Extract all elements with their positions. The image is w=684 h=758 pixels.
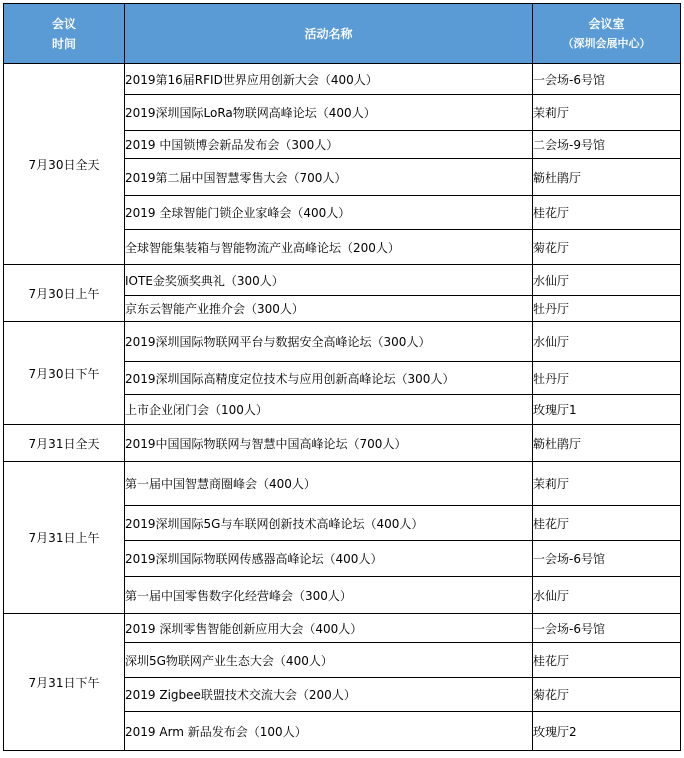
venue-cell: 一会场-6号馆 [533,541,681,577]
session-time-cell: 7月31日上午 [4,462,125,614]
venue-cell: 牡丹厅 [533,296,681,322]
event-name-cell: 深圳5G物联网产业生态大会（400人） [125,643,533,678]
venue-cell: 茉莉厅 [533,95,681,131]
table-row [4,322,681,362]
event-name-cell: 2019第16届RFID世界应用创新大会（400人） [125,64,533,95]
header-event: 活动名称 [125,4,533,64]
table-row [4,265,681,296]
header-time-line1: 会议 [51,16,76,31]
venue-cell: 牡丹厅 [533,362,681,395]
venue-cell: 桂花厅 [533,196,681,230]
event-name-cell: 京东云智能产业推介会（300人） [125,296,533,322]
venue-cell: 茉莉厅 [533,462,681,506]
event-name-cell: 2019深圳国际高精度定位技术与应用创新高峰论坛（300人） [125,362,533,395]
session-time-cell: 7月30日全天 [4,64,125,265]
event-name-cell: 全球智能集装箱与智能物流产业高峰论坛（200人） [125,230,533,265]
venue-cell: 一会场-6号馆 [533,64,681,95]
venue-cell: 簕杜鹃厅 [533,425,681,462]
table-row [4,462,681,506]
venue-cell: 桂花厅 [533,506,681,541]
event-name-cell: 2019 全球智能门锁企业家峰会（400人） [125,196,533,230]
venue-cell: 水仙厅 [533,322,681,362]
venue-cell: 玫瑰厅2 [533,712,681,751]
header-time [4,4,125,64]
venue-cell: 一会场-6号馆 [533,614,681,643]
venue-cell: 菊花厅 [533,678,681,712]
event-name-cell: 2019 Arm 新品发布会（100人） [125,712,533,751]
session-time-cell: 7月31日全天 [4,425,125,462]
venue-cell: 玫瑰厅1 [533,395,681,425]
venue-cell: 簕杜鹃厅 [533,159,681,196]
event-name-cell: 2019第二届中国智慧零售大会（700人） [125,159,533,196]
event-name-cell: IOTE金奖颁奖典礼（300人） [125,265,533,296]
schedule-body [4,64,681,751]
event-name-cell: 2019深圳国际LoRa物联网高峰论坛（400人） [125,95,533,131]
event-name-cell: 2019深圳国际物联网平台与数据安全高峰论坛（300人） [125,322,533,362]
venue-cell: 菊花厅 [533,230,681,265]
event-name-cell: 2019深圳国际物联网传感器高峰论坛（400人） [125,541,533,577]
event-name-cell: 2019 Zigbee联盟技术交流大会（200人） [125,678,533,712]
event-name-cell: 上市企业闭门会（100人） [125,395,533,425]
event-name-cell: 2019中国国际物联网与智慧中国高峰论坛（700人） [125,425,533,462]
header-row [4,4,681,64]
event-name-cell: 第一届中国零售数字化经营峰会（300人） [125,577,533,614]
venue-cell: 二会场-9号馆 [533,131,681,159]
table-row [4,614,681,643]
schedule-table [3,3,681,751]
event-name-cell: 2019 深圳零售智能创新应用大会（400人） [125,614,533,643]
session-time-cell: 7月30日下午 [4,322,125,425]
header-time-line2: 时间 [51,36,76,51]
header-venue-line1: 会议室 [588,16,625,31]
event-name-cell: 2019深圳国际5G与车联网创新技术高峰论坛（400人） [125,506,533,541]
session-time-cell: 7月31日下午 [4,614,125,751]
event-name-cell: 第一届中国智慧商圈峰会（400人） [125,462,533,506]
header-venue-line2: （深圳会展中心） [562,36,651,50]
venue-cell: 水仙厅 [533,265,681,296]
event-name-cell: 2019 中国锁博会新品发布会（300人） [125,131,533,159]
table-row [4,64,681,95]
venue-cell: 桂花厅 [533,643,681,678]
session-time-cell: 7月30日上午 [4,265,125,322]
venue-cell: 水仙厅 [533,577,681,614]
header-venue [533,4,681,64]
table-row [4,425,681,462]
